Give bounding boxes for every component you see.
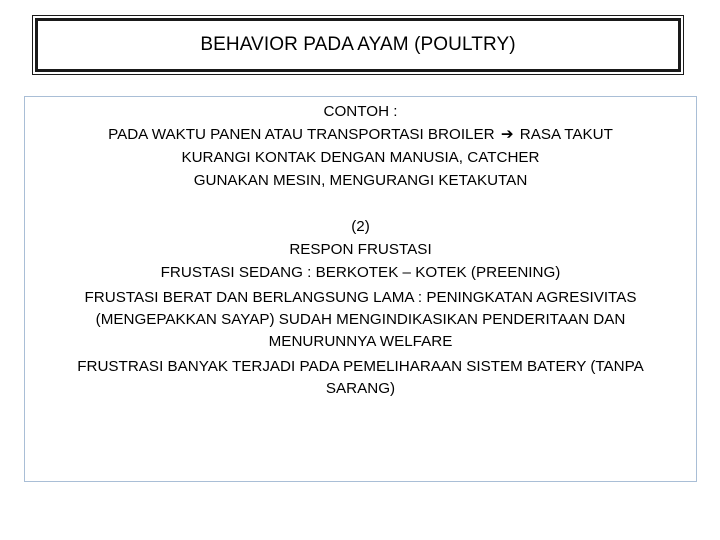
line-gunakan: GUNAKAN MESIN, MENGURANGI KETAKUTAN [193,172,528,189]
right-arrow-icon: ➔ [500,126,514,143]
line-respon: RESPON FRUSTASI [289,241,432,258]
line-banyak: FRUSTRASI BANYAK TERJADI PADA PEMELIHARAAN SISTEM BATERY (TANPA SARANG) [77,358,644,397]
line-number-2: (2) [351,218,370,235]
line-panen [25,123,696,146]
line-panen-lead: PADA WAKTU PANEN ATAU TRANSPORTASI BROILER [108,126,495,143]
line-contoh: CONTOH : [323,103,398,120]
line-sedang: FRUSTASI SEDANG : BERKOTEK – KOTEK (PREENING) [160,264,561,281]
line-berat: FRUSTASI BERAT DAN BERLANGSUNG LAMA : PENINGKATAN AGRESIVITAS (MENGEPAKKAN SAYAP) SUDAH MENGINDIKASIKAN PENDERITAAN DAN MENURUNNYA WELFARE [84,289,637,350]
blank-line [25,192,696,215]
line-kurangi: KURANGI KONTAK DENGAN MANUSIA, CATCHER [181,149,540,166]
slide-title: BEHAVIOR PADA AYAM (POULTRY) [200,34,516,55]
line-panen-tail: RASA TAKUT [519,126,613,143]
slide-title-box [35,18,681,72]
slide-content-box [24,96,697,482]
